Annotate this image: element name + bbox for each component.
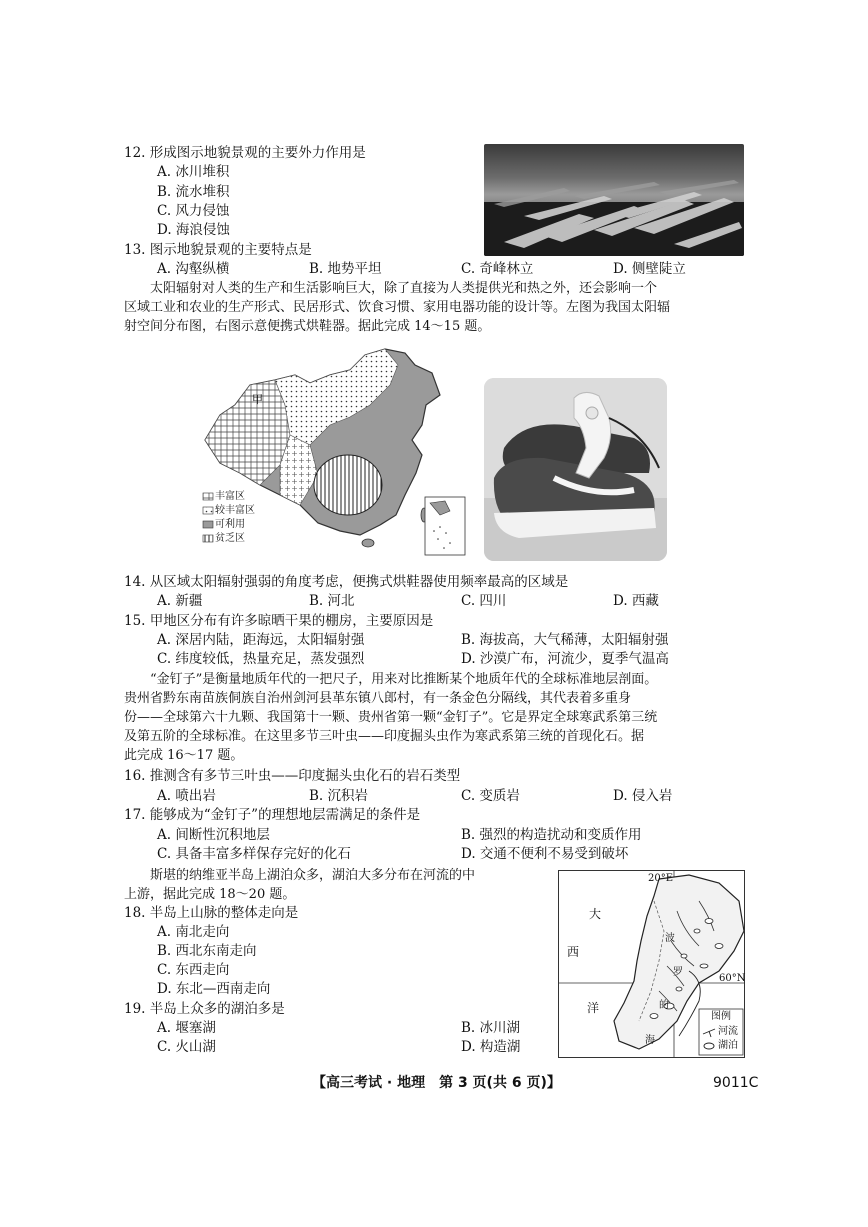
ocean-label-da: 大 [589,907,602,921]
sea-label-de: 的 [659,1000,669,1011]
q16-option-a: A. 喷出岩 [157,788,216,804]
q17-option-a: A. 间断性沉积地层 [157,827,270,843]
q14-option-b: B. 河北 [309,593,355,609]
passage3-line-1: 斯堪的纳维亚半岛上湖泊众多，湖泊大多分布在河流的中 [150,868,476,883]
q12-option-a: A. 冰川堆积 [157,164,230,180]
q14-option-a: A. 新疆 [157,593,203,609]
china-solar-map [200,345,470,560]
q13-option-d: D. 侧壁陡立 [613,261,686,277]
passage1-line-2: 区域工业和农业的生产形式、民居形式、饮食习惯、家用电器功能的设计等。左图为我国太阳辐 [124,300,671,315]
q17-option-d: D. 交通不便利不易受到破坏 [461,846,629,862]
sea-label-bo: 波 [665,933,675,944]
q12-option-b: B. 流水堆积 [157,184,230,200]
q19-option-d: D. 构造湖 [461,1039,521,1055]
passage2-line-2: 贵州省黔东南苗族侗族自治州剑河县革东镇八郎村，有一条金色分隔线，其代表着多重身 [124,691,632,706]
legend-label-poor: 贫乏区 [215,533,245,544]
q15-option-a: A. 深居内陆，距海远，太阳辐射强 [157,632,365,648]
sea-label-luo: 罗 [673,967,683,978]
q18-option-a: A. 南北走向 [157,924,230,940]
passage2-line-3: 份——全球第六十九颗、我国第十一颗、贵州省第一颗“金钉子”。它是界定全球寒武系第三统 [124,710,658,725]
landform-photo [484,144,744,256]
q19-option-b: B. 冰川湖 [461,1020,521,1036]
q15-option-c: C. 纬度较低，热量充足，蒸发强烈 [157,651,365,667]
region-label-jia: 甲 [252,393,263,406]
q14-option-c: C. 四川 [461,593,507,609]
q16-stem: 16. 推测含有多节三叶虫——印度掘头虫化石的岩石类型 [124,768,461,784]
q18-option-d: D. 东北—西南走向 [157,981,271,997]
legend-label-rich: 丰富区 [215,491,245,502]
q13-option-a: A. 沟壑纵横 [157,261,230,277]
passage2-line-5: 此完成 16～17 题。 [124,748,244,763]
shoe-dryer-photo [484,378,667,561]
q15-stem: 15. 甲地区分布有许多晾晒干果的棚房，主要原因是 [124,613,434,629]
q16-option-d: D. 侵入岩 [613,788,673,804]
q18-stem: 18. 半岛上山脉的整体走向是 [124,905,299,921]
q12-option-c: C. 风力侵蚀 [157,203,230,219]
legend-label-usable: 可利用 [215,519,245,530]
q12-option-d: D. 海浪侵蚀 [157,222,230,238]
legend-title: 图例 [711,1011,731,1022]
q17-option-b: B. 强烈的构造扰动和变质作用 [461,827,642,843]
q16-option-c: C. 变质岩 [461,788,520,804]
q12-stem: 12. 形成图示地貌景观的主要外力作用是 [124,145,366,161]
q17-stem: 17. 能够成为“金钉子”的理想地层需满足的条件是 [124,807,421,823]
legend-lake-label: 湖泊 [718,1040,738,1051]
lon-label: 20°E [648,873,674,884]
lat-label: 60°N [719,973,746,984]
legend-label-richer: 较丰富区 [215,505,255,516]
q13-stem: 13. 图示地貌景观的主要特点是 [124,242,312,258]
passage1-line-3: 射空间分布图，右图示意便携式烘鞋器。据此完成 14～15 题。 [124,319,491,334]
q15-option-b: B. 海拔高，大气稀薄，太阳辐射强 [461,632,669,648]
passage3-line-2: 上游，据此完成 18～20 题。 [124,887,296,902]
passage2-line-1: “金钉子”是衡量地质年代的一把尺子，用来对比推断某个地质年代的全球标准地层剖面。 [150,672,658,687]
page-footer: 【高三考试 · 地理 第 3 页(共 6 页)】 [312,1075,561,1091]
ocean-label-xi: 西 [567,945,580,959]
q19-option-c: C. 火山湖 [157,1039,216,1055]
q18-option-b: B. 西北东南走向 [157,943,257,959]
passage2-line-4: 及第五阶的全球标准。在这里多节三叶虫——印度掘头虫作为寒武系第三统的首现化石。据 [124,729,645,744]
q15-option-d: D. 沙漠广布，河流少，夏季气温高 [461,651,669,667]
q16-option-b: B. 沉积岩 [309,788,369,804]
q14-stem: 14. 从区域太阳辐射强弱的角度考虑，便携式烘鞋器使用频率最高的区域是 [124,574,569,590]
q17-option-c: C. 具备丰富多样保存完好的化石 [157,846,351,862]
ocean-label-yang: 洋 [587,1001,600,1015]
sea-label-hai: 海 [645,1035,655,1046]
scandinavia-map [558,870,745,1058]
q18-option-c: C. 东西走向 [157,962,230,978]
q13-option-b: B. 地势平坦 [309,261,382,277]
passage1-line-1: 太阳辐射对人类的生产和生活影响巨大，除了直接为人类提供光和热之外，还会影响一个 [150,281,658,296]
q14-option-d: D. 西藏 [613,593,659,609]
q19-stem: 19. 半岛上众多的湖泊多是 [124,1001,285,1017]
legend-river-label: 河流 [718,1026,738,1037]
paper-code: 9011C [713,1075,759,1091]
q19-option-a: A. 堰塞湖 [157,1020,216,1036]
q13-option-c: C. 奇峰林立 [461,261,534,277]
